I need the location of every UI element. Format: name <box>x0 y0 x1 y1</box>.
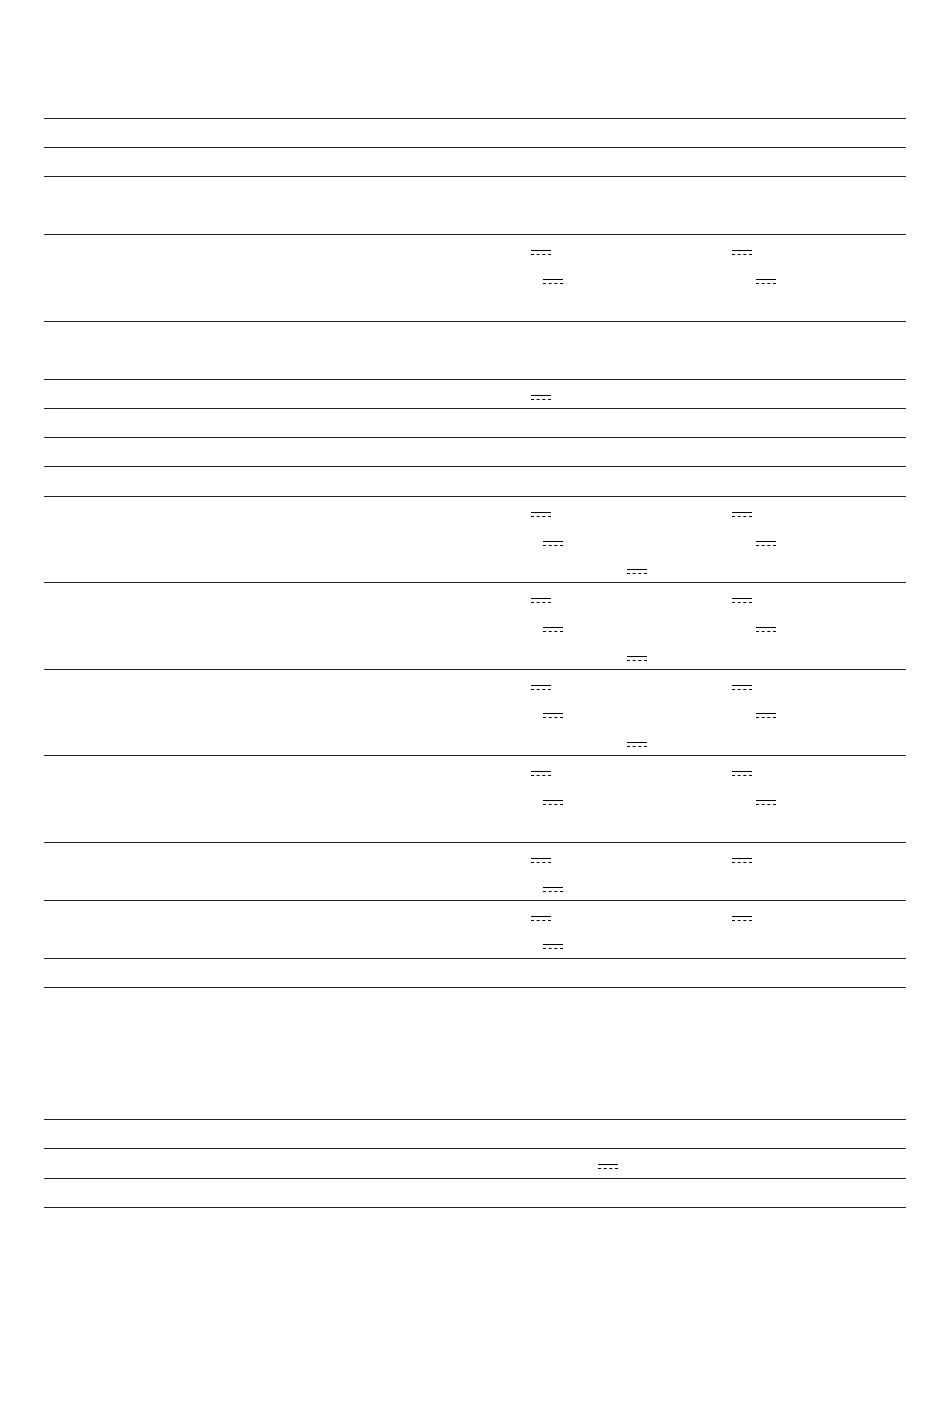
table-rule <box>44 1178 906 1179</box>
table-rule <box>44 1148 906 1149</box>
table-rule <box>44 496 906 497</box>
dc-symbol-icon <box>732 512 752 519</box>
table-rule <box>44 669 906 670</box>
table-rule <box>44 582 906 583</box>
dc-symbol-icon <box>627 656 647 663</box>
dc-symbol-icon <box>531 771 551 778</box>
dc-symbol-icon <box>531 250 551 257</box>
table-rule <box>44 118 906 119</box>
table-rule <box>44 987 906 988</box>
dc-symbol-icon <box>543 541 563 548</box>
dc-symbol-icon <box>732 598 752 605</box>
table-rule <box>44 1119 906 1120</box>
dc-symbol-icon <box>531 598 551 605</box>
dc-symbol-icon <box>543 887 563 894</box>
dc-symbol-icon <box>531 685 551 692</box>
dc-symbol-icon <box>627 569 647 576</box>
dc-symbol-icon <box>732 916 752 923</box>
dc-symbol-icon <box>543 944 563 951</box>
table-rule <box>44 755 906 756</box>
table-rule <box>44 147 906 148</box>
dc-symbol-icon <box>531 395 551 402</box>
table-rule <box>44 437 906 438</box>
dc-symbol-icon <box>756 279 776 286</box>
dc-symbol-icon <box>732 685 752 692</box>
table-rule <box>44 408 906 409</box>
dc-symbol-icon <box>543 713 563 720</box>
dc-symbol-icon <box>627 742 647 749</box>
dc-symbol-icon <box>756 800 776 807</box>
dc-symbol-icon <box>756 541 776 548</box>
dc-symbol-icon <box>598 1164 618 1171</box>
table-rule <box>44 466 906 467</box>
table-rule <box>44 958 906 959</box>
table-rule <box>44 176 906 177</box>
dc-symbol-icon <box>732 771 752 778</box>
dc-symbol-icon <box>732 858 752 865</box>
dc-symbol-icon <box>531 858 551 865</box>
dc-symbol-icon <box>543 627 563 634</box>
table-rule <box>44 234 906 235</box>
dc-symbol-icon <box>531 512 551 519</box>
table-rule <box>44 900 906 901</box>
dc-symbol-icon <box>543 800 563 807</box>
dc-symbol-icon <box>543 279 563 286</box>
dc-symbol-icon <box>756 627 776 634</box>
dc-symbol-icon <box>531 916 551 923</box>
table-rule <box>44 1207 906 1208</box>
table-rule <box>44 321 906 322</box>
dc-symbol-icon <box>732 250 752 257</box>
table-rule <box>44 842 906 843</box>
dc-symbol-icon <box>756 713 776 720</box>
table-rule <box>44 379 906 380</box>
